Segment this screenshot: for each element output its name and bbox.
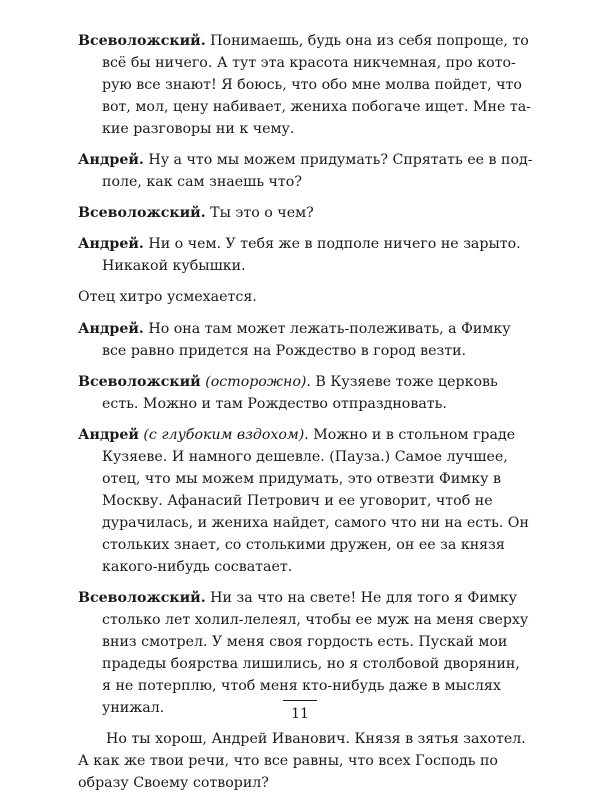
play-text — [78, 30, 533, 794]
dialogue-continuation: Но ты хорош, Андрей Иванович. Князя в зятья захотел. А как же твои речи, что все равны, что всех Господь по образу Своему сотворил? — [78, 731, 526, 791]
speaker-name: Андрей. — [78, 152, 144, 168]
speech-text: Но она там может лежать-полеживать, а Фимку все равно придется на Рождество в город везти. — [102, 321, 511, 359]
speaker-name: Всеволожский — [78, 374, 201, 390]
speech-text: Ни за что на свете! Не для того я Фимку столько лет холил-лелеял, чтобы ее муж на меня сверху вниз смотрел. У меня своя гордость есть. Пускай мои прадеды боярства лишились, но я столбовой дворянин, я не потерплю, чтоб меня кто-нибудь даже в мыслях унижал. — [102, 590, 529, 716]
folio-rule — [283, 700, 317, 701]
dialogue-line — [78, 202, 533, 224]
stage-remark: (осторожно) — [200, 374, 307, 390]
speech-text: Ну а что мы можем придумать? Спрятать ее в подполе, как сам знаешь что? — [102, 152, 533, 190]
page-number: 11 — [291, 706, 309, 722]
speech-text: Понимаешь, будь она из себя попроще, то всё бы ничего. А тут эта красота никчемная, про которую все знают! Я боюсь, что обо мне молва пойдет, что вот, мол, цену набивает, жениха побогаче ищет. Мне такие разговоры ни к чему. — [102, 33, 531, 137]
dialogue-line — [78, 149, 533, 193]
speaker-name: Всеволожский. — [78, 590, 206, 606]
stage-remark: (с глубоким вздохом) — [138, 427, 305, 443]
speaker-name: Андрей. — [78, 321, 144, 337]
stage-direction: Отец хитро усмехается. — [78, 289, 257, 305]
speaker-name: Андрей. — [78, 236, 144, 252]
dialogue-line — [78, 233, 533, 277]
speaker-name: Всеволожский. — [78, 205, 206, 221]
speech-text: Ни о чем. У тебя же в подполе ничего не зарыто. Никакой кубышки. — [102, 236, 521, 274]
dialogue-line — [78, 424, 533, 578]
speech-text: . В Кузяеве тоже церковь есть. Можно и там Рождество отпраздновать. — [102, 374, 498, 412]
speaker-name: Всеволожский. — [78, 33, 206, 49]
dialogue-line — [78, 318, 533, 362]
dialogue-line — [78, 30, 533, 140]
speech-text: . Можно и в стольном граде Кузяеве. И намного дешевле. (Пауза.) Самое лучшее, отец, что мы можем придумать, это отвезти Фимку в Москву. Афанасий Петрович и ее уговорит, чтоб не дурачилась, и жениха найдет, самого что ни на есть. Он стольких знает, со столькими дружен, он ее за князя какого-нибудь сосватает. — [102, 427, 529, 575]
speaker-name: Андрей — [78, 427, 139, 443]
speech-text: Ты это о чем? — [205, 205, 314, 221]
dialogue-line — [78, 371, 533, 415]
